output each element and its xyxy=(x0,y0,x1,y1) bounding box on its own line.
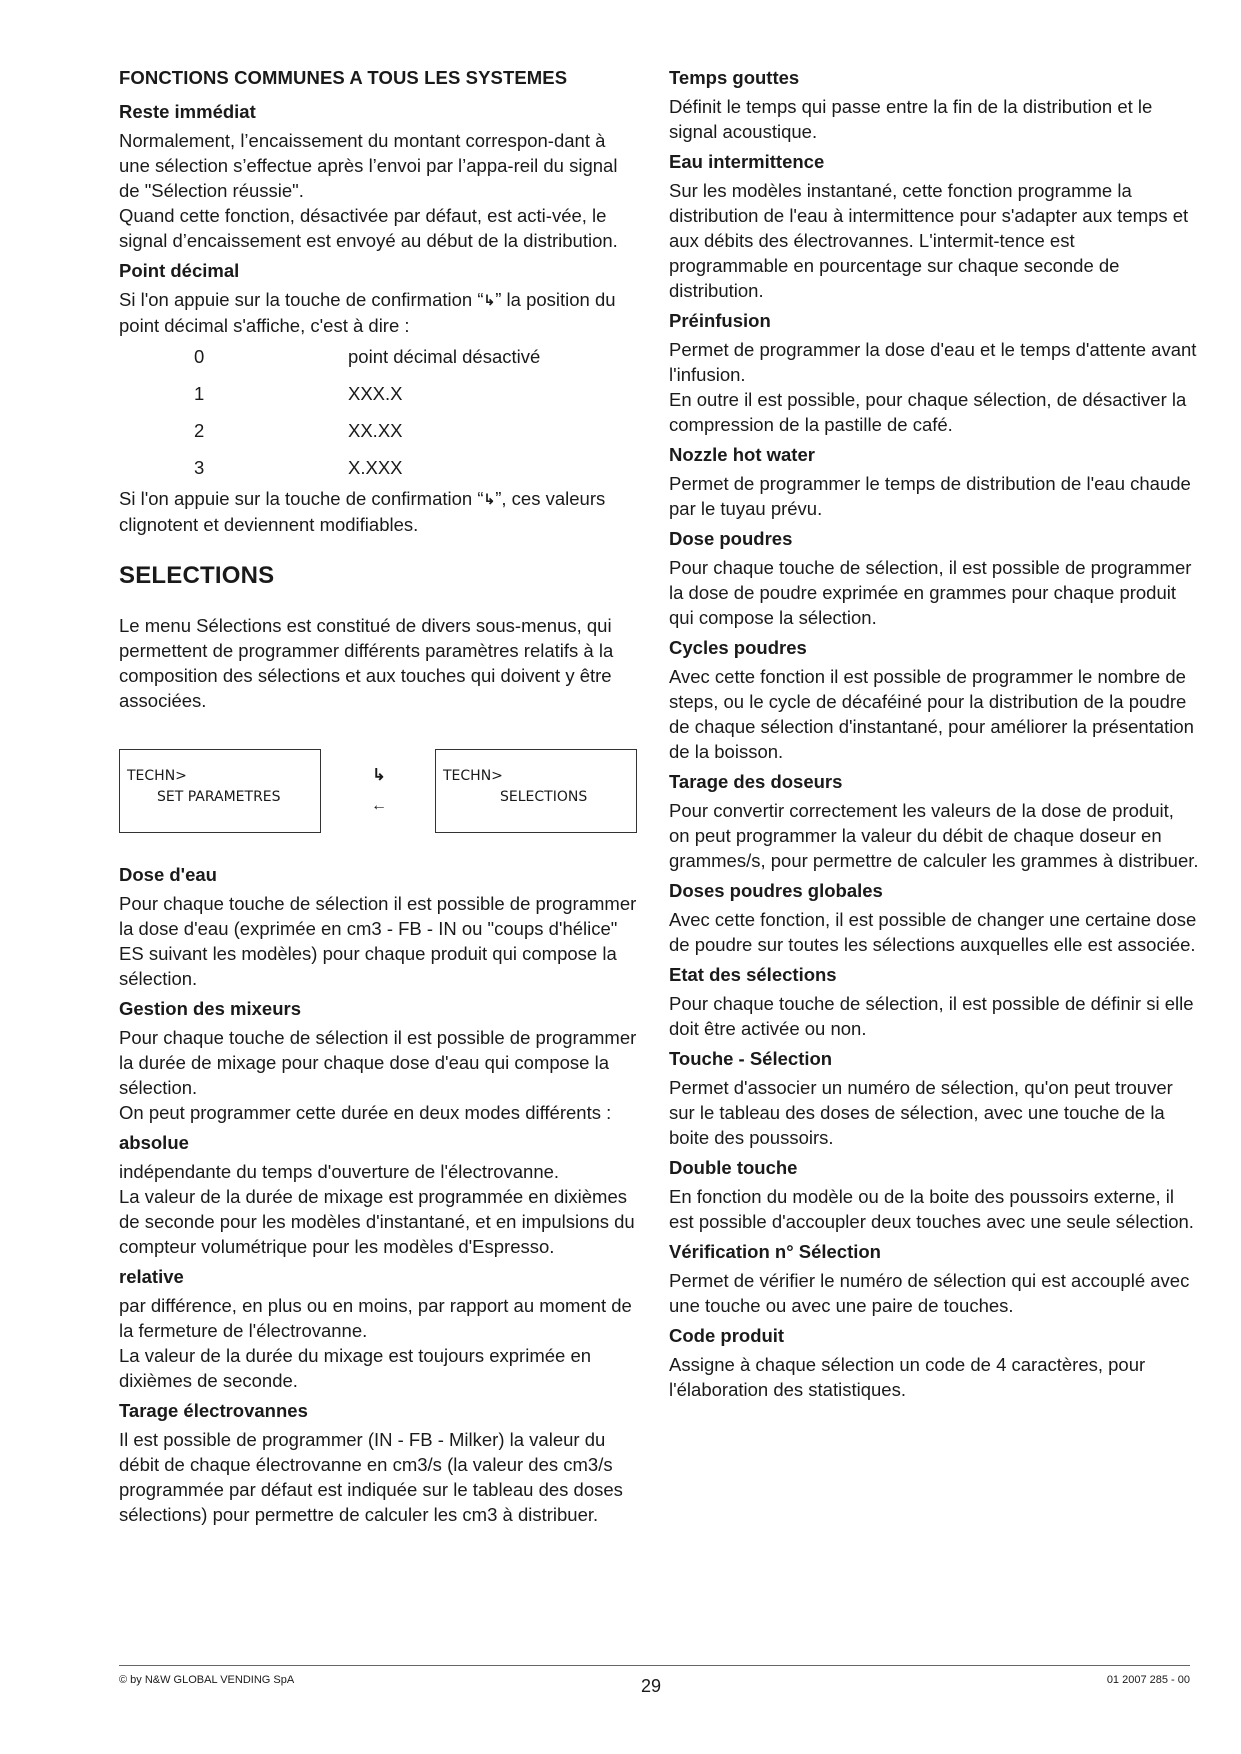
section-heading: Préinfusion xyxy=(669,310,771,331)
display-box-selections xyxy=(435,749,637,833)
paragraph-point-decimal-2 xyxy=(119,486,639,537)
left-column xyxy=(119,66,639,1533)
back-arrow-icon: ← xyxy=(371,797,387,814)
decimal-val: X.XXX xyxy=(348,457,403,478)
menu-diagram xyxy=(119,749,639,837)
section-heading: Touche - Sélection xyxy=(669,1048,833,1069)
confirm-arrow-icon: ↳ xyxy=(483,292,496,308)
section-heading: Code produit xyxy=(669,1325,785,1346)
display-line: SET PARAMETRES xyxy=(157,789,281,805)
decimal-row xyxy=(119,455,540,480)
right-column xyxy=(669,66,1199,1408)
paragraph: En fonction du modèle ou de la boite des poussoirs externe, il est possible d'accoupler deux touches avec une seule sélection. xyxy=(669,1186,1194,1232)
confirm-arrow-icon: ↳ xyxy=(483,491,496,507)
section-heading: Eau intermittence xyxy=(669,151,825,172)
paragraph-selections-intro: Le menu Sélections est constitué de divers sous-menus, qui permettent de programmer différents paramètres relatifs à la composition des sélections et aux touches qui doivent y être associées. xyxy=(119,615,614,711)
paragraph: Avec cette fonction il est possible de programmer le nombre de steps, ou le cycle de décaféiné pour la distribution de la poudre de chaque sélection d'instantané, pour améliorer la présentation de la boisson. xyxy=(669,666,1194,762)
paragraph: par différence, en plus ou en moins, par rapport au moment de la fermeture de l'électrovanne. xyxy=(119,1295,632,1341)
paragraph: Pour chaque touche de sélection il est possible de programmer la durée de mixage pour chaque dose d'eau qui compose la sélection. xyxy=(119,1027,637,1098)
decimal-num: 3 xyxy=(194,457,205,478)
decimal-row xyxy=(119,344,540,381)
paragraph: Assigne à chaque sélection un code de 4 caractères, pour l'élaboration des statistiques. xyxy=(669,1354,1146,1400)
heading-absolue: absolue xyxy=(119,1132,189,1153)
decimal-num: 0 xyxy=(194,346,205,367)
section-heading: Temps gouttes xyxy=(669,67,800,88)
decimal-row xyxy=(119,381,540,418)
display-line: TECHN> xyxy=(127,768,187,784)
display-box-set-parametres xyxy=(119,749,321,833)
paragraph: Avec cette fonction, il est possible de changer une certaine dose de poudre sur toutes les sélections auxquelles elle est associée. xyxy=(669,909,1197,955)
text: ”, ces valeurs clignotent et deviennent modifiables. xyxy=(119,488,606,535)
section-heading: Double touche xyxy=(669,1157,798,1178)
heading-gestion-mixeurs: Gestion des mixeurs xyxy=(119,998,301,1019)
text: Si l'on appuie sur la touche de confirmation “ xyxy=(119,289,484,310)
heading-point-decimal: Point décimal xyxy=(119,260,240,281)
paragraph: Normalement, l’encaissement du montant correspon-dant à une sélection s’effectue après l’envoi par l’appa-reil du signal de "Sélection réussie". xyxy=(119,130,618,201)
heading-relative: relative xyxy=(119,1266,184,1287)
paragraph: Définit le temps qui passe entre la fin de la distribution et le signal acoustique. xyxy=(669,96,1153,142)
paragraph: Pour chaque touche de sélection, il est possible de programmer la dose de poudre exprimée en grammes pour chaque produit qui compose la sélection. xyxy=(669,557,1192,628)
section-heading: Doses poudres globales xyxy=(669,880,883,901)
main-title: FONCTIONS COMMUNES A TOUS LES SYSTEMES xyxy=(119,67,568,88)
paragraph: Il est possible de programmer (IN - FB - Milker) la valeur du débit de chaque électrovanne en cm3/s (la valeur des cm3/s programmée par défaut est indiquée sur le tableau des doses sélections) pour permettre de calculer les cm3 à distribuer. xyxy=(119,1429,623,1525)
decimal-table xyxy=(119,344,540,480)
section-heading: Dose poudres xyxy=(669,528,793,549)
decimal-val: XX.XX xyxy=(348,420,403,441)
paragraph: Quand cette fonction, désactivée par défaut, est acti-vée, le signal d’encaissement est envoyé au début de la distribution. xyxy=(119,205,618,251)
section-heading: Nozzle hot water xyxy=(669,444,815,465)
section-title-selections: SELECTIONS xyxy=(119,562,275,589)
paragraph: Pour chaque touche de sélection il est possible de programmer la dose d'eau (exprimée en cm3 - FB - IN ou "coups d'hélice" ES suivant les modèles) pour chaque produit qui compose la sélection. xyxy=(119,893,637,989)
paragraph: Pour convertir correctement les valeurs de la dose de produit, on peut programmer la valeur du débit de chaque doseur en grammes/s, pour permettre de calculer les grammes à distribuer. xyxy=(669,800,1199,871)
paragraph: En outre il est possible, pour chaque sélection, de désactiver la compression de la pastille de café. xyxy=(669,389,1187,435)
paragraph: Permet d'associer un numéro de sélection, qu'on peut trouver sur le tableau des doses de sélection, avec une touche de la boite des poussoirs. xyxy=(669,1077,1173,1148)
paragraph: On peut programmer cette durée en deux modes différents : xyxy=(119,1102,612,1123)
menu-arrows xyxy=(369,761,389,821)
footer-doc-code: 01 2007 285 - 00 xyxy=(1106,1674,1190,1686)
paragraph: Sur les modèles instantané, cette fonction programme la distribution de l'eau à intermittence pour s'adapter aux temps et aux débits des électrovannes. L'intermit-tence est programmable en pourcentage sur chaque seconde de distribution. xyxy=(669,180,1189,301)
decimal-row xyxy=(119,418,540,455)
paragraph: Permet de vérifier le numéro de sélection qui est accouplé avec une touche ou avec une paire de touches. xyxy=(669,1270,1190,1316)
paragraph: Pour chaque touche de sélection, il est possible de définir si elle doit être activée ou non. xyxy=(669,993,1194,1039)
text: Si l'on appuie sur la touche de confirmation “ xyxy=(119,488,484,509)
paragraph: Permet de programmer la dose d'eau et le temps d'attente avant l'infusion. xyxy=(669,339,1197,385)
footer-copyright: © by N&W GLOBAL VENDING SpA xyxy=(119,1674,295,1686)
paragraph: La valeur de la durée du mixage est toujours exprimée en dixièmes de seconde. xyxy=(119,1345,592,1391)
section-heading: Etat des sélections xyxy=(669,964,837,985)
display-line: TECHN> xyxy=(443,768,503,784)
confirm-arrow-icon: ↳ xyxy=(372,767,386,784)
decimal-val: point décimal désactivé xyxy=(348,346,541,367)
section-heading: Vérification n° Sélection xyxy=(669,1241,881,1262)
decimal-num: 1 xyxy=(194,383,205,404)
paragraph: La valeur de la durée de mixage est programmée en dixièmes de seconde pour les modèles d'instantané, et en impulsions du compteur volumétrique pour les modèles d'Espresso. xyxy=(119,1186,635,1257)
page-number: 29 xyxy=(641,1676,662,1696)
heading-reste-immediat: Reste immédiat xyxy=(119,101,256,122)
display-line: SELECTIONS xyxy=(500,789,588,805)
heading-tarage-electrovannes: Tarage électrovannes xyxy=(119,1400,308,1421)
paragraph: Permet de programmer le temps de distribution de l'eau chaude par le tuyau prévu. xyxy=(669,473,1191,519)
footer-divider xyxy=(119,1665,1190,1666)
section-heading: Tarage des doseurs xyxy=(669,771,843,792)
text: ” la position du point décimal s'affiche, c'est à dire : xyxy=(119,289,616,336)
section-heading: Cycles poudres xyxy=(669,637,807,658)
paragraph-point-decimal-1 xyxy=(119,287,639,338)
decimal-val: XXX.X xyxy=(348,383,403,404)
paragraph: indépendante du temps d'ouverture de l'électrovanne. xyxy=(119,1161,560,1182)
decimal-num: 2 xyxy=(194,420,205,441)
heading-dose-eau: Dose d'eau xyxy=(119,864,217,885)
